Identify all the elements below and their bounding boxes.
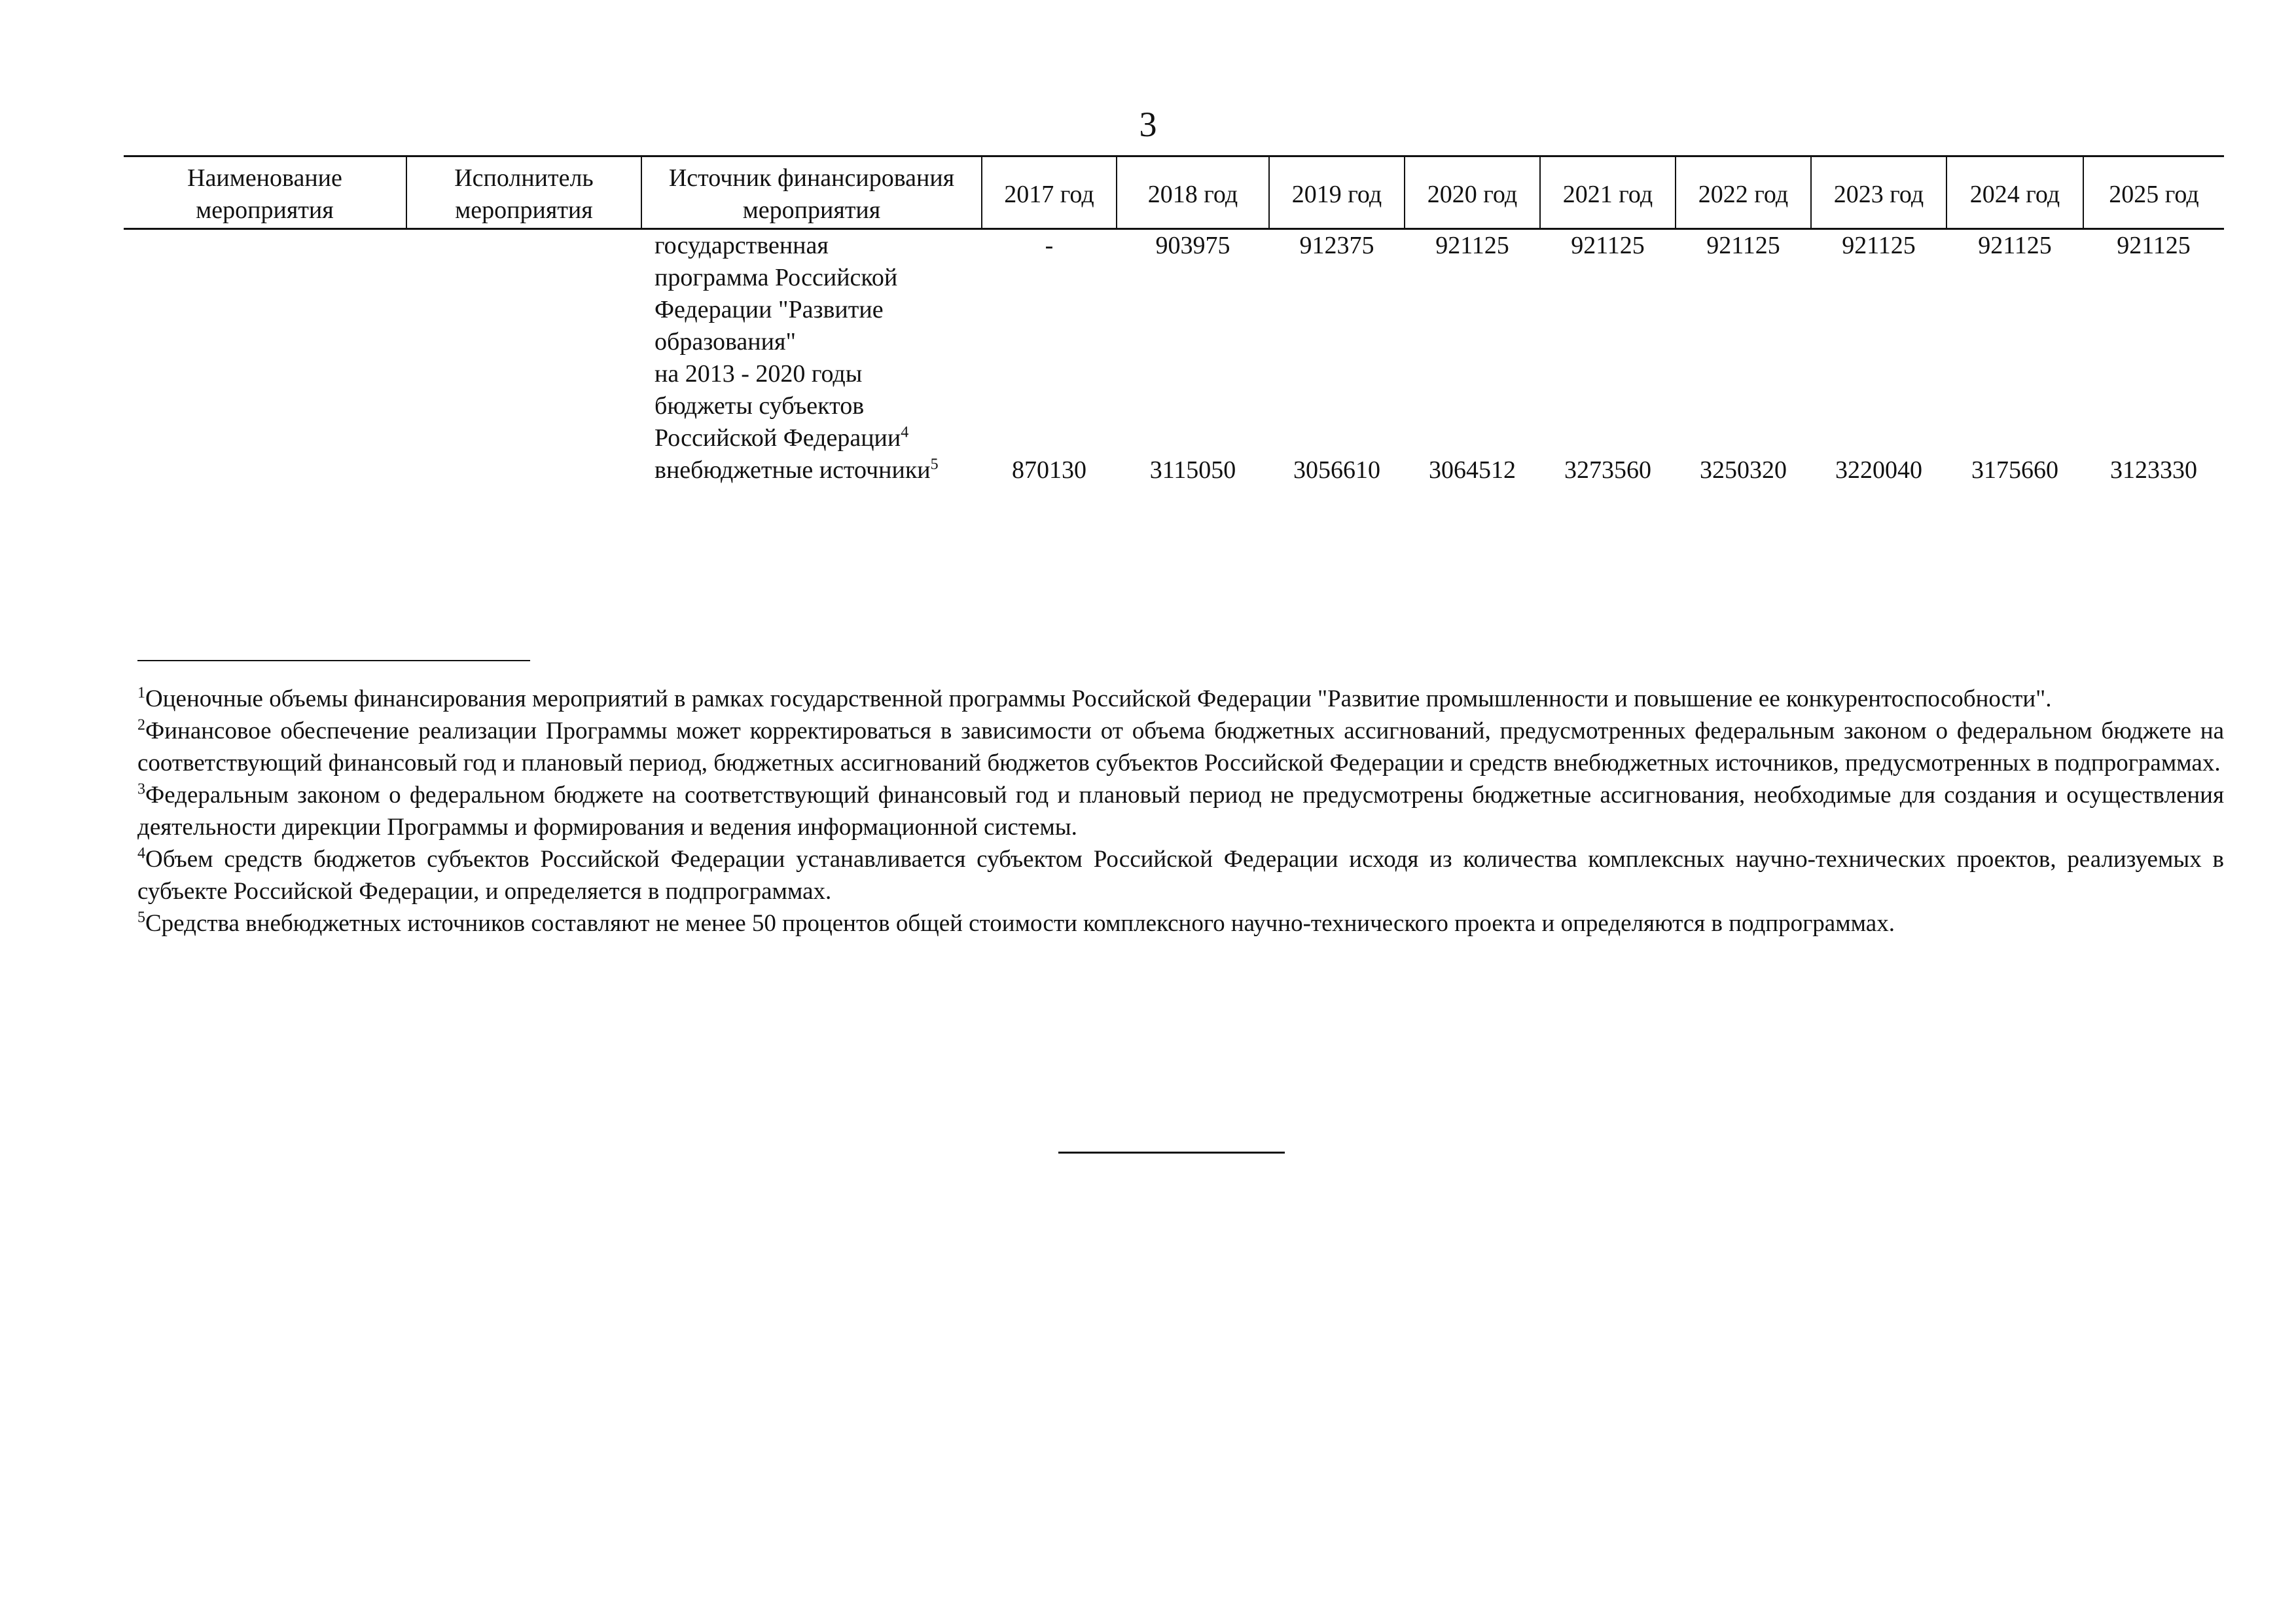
header-year-2021: 2021 год bbox=[1540, 156, 1676, 229]
activity-name-cell bbox=[124, 454, 406, 486]
value-cell-2019 bbox=[1269, 390, 1405, 454]
value-cell-2017: - bbox=[1045, 232, 1054, 259]
value-cell-2020 bbox=[1405, 390, 1540, 454]
header-activity-name: Наименование мероприятия bbox=[124, 156, 406, 229]
value-cell-2021 bbox=[1540, 390, 1676, 454]
financing-table bbox=[124, 155, 2224, 486]
source-line: Федерации "Развитие bbox=[655, 296, 884, 323]
activity-name-cell bbox=[124, 390, 406, 454]
value-cell-2018: 3115050 bbox=[1149, 456, 1236, 484]
header-year-2024: 2024 год bbox=[1946, 156, 2083, 229]
footnote-marker: 1 bbox=[137, 684, 145, 702]
document-end-rule bbox=[1058, 1152, 1285, 1154]
footnote-5 bbox=[137, 907, 2224, 939]
value-cell-2023 bbox=[1811, 390, 1946, 454]
funding-source-cell bbox=[641, 390, 982, 454]
source-line: государственная bbox=[655, 232, 829, 259]
funding-source-cell bbox=[641, 229, 982, 391]
footnote-3 bbox=[137, 779, 2224, 843]
header-year-2020: 2020 год bbox=[1405, 156, 1540, 229]
table-row bbox=[124, 390, 2224, 454]
value-cell-2021: 921125 bbox=[1571, 232, 1645, 259]
source-line: программа Российской bbox=[655, 264, 898, 291]
funding-source-cell bbox=[641, 454, 982, 486]
footnote-separator bbox=[137, 660, 530, 661]
value-cell-2018: 903975 bbox=[1155, 232, 1230, 259]
source-line: бюджеты субъектов bbox=[655, 392, 865, 420]
header-funding-source: Источник финансирования мероприятия bbox=[641, 156, 982, 229]
footnote-text: Средства внебюджетных источников составляют не менее 50 процентов общей стоимости комплексного научно-технического проекта и определяются в подпрограммах. bbox=[145, 910, 1895, 937]
value-cell-2020: 3064512 bbox=[1429, 456, 1516, 484]
footnote-ref: 5 bbox=[930, 456, 939, 473]
value-cell-2022 bbox=[1676, 390, 1811, 454]
footnote-1 bbox=[137, 683, 2224, 715]
footnote-text: Федеральным законом о федеральном бюджете на соответствующий финансовый год и плановый период не предусмотрены бюджетные ассигнования, необходимые для создания и осуществления деятельности дирекции Программы и формирования и ведения информационной системы. bbox=[137, 782, 2224, 841]
value-cell-2025: 3123330 bbox=[2110, 456, 2197, 484]
value-cell-2025: 921125 bbox=[2117, 232, 2191, 259]
header-year-2018: 2018 год bbox=[1117, 156, 1269, 229]
value-cell-2025 bbox=[2083, 390, 2224, 454]
footnote-marker: 5 bbox=[137, 909, 145, 926]
header-year-2017: 2017 год bbox=[982, 156, 1117, 229]
footnote-ref: 4 bbox=[901, 424, 909, 441]
value-cell-2019: 912375 bbox=[1299, 232, 1374, 259]
table-row bbox=[124, 454, 2224, 486]
page-number: 3 bbox=[1139, 105, 1157, 144]
value-cell-2021: 3273560 bbox=[1564, 456, 1651, 484]
header-year-2022: 2022 год bbox=[1676, 156, 1811, 229]
footnote-text: Объем средств бюджетов субъектов Российской Федерации устанавливается субъектом Российской Федерации исходя из количества комплексных научно-технических проектов, реализуемых в субъекте Российской Федерации, и определяется в подпрограммах. bbox=[137, 846, 2224, 905]
footnote-marker: 4 bbox=[137, 845, 145, 862]
header-year-2025: 2025 год bbox=[2083, 156, 2224, 229]
value-cell-2022: 3250320 bbox=[1700, 456, 1787, 484]
source-line-text: Российской Федерации bbox=[655, 424, 901, 452]
executor-cell bbox=[406, 229, 641, 391]
source-line: образования" bbox=[655, 328, 796, 356]
header-executor: Исполнитель мероприятия bbox=[406, 156, 641, 229]
value-cell-2024: 921125 bbox=[1978, 232, 2052, 259]
footnote-text: Оценочные объемы финансирования мероприятий в рамках государственной программы Российской Федерации "Развитие промышленности и повышение ее конкурентоспособности". bbox=[145, 685, 2052, 712]
value-cell-2020: 921125 bbox=[1435, 232, 1509, 259]
financing-table-container bbox=[124, 155, 2224, 486]
value-cell-2018 bbox=[1117, 390, 1269, 454]
value-cell-2023: 3220040 bbox=[1835, 456, 1922, 484]
value-cell-2019: 3056610 bbox=[1293, 456, 1380, 484]
executor-cell bbox=[406, 390, 641, 454]
source-line-with-footnote bbox=[655, 422, 978, 454]
executor-cell bbox=[406, 454, 641, 486]
footnotes bbox=[137, 683, 2224, 939]
value-cell-2024 bbox=[1946, 390, 2083, 454]
footnote-marker: 3 bbox=[137, 780, 145, 798]
activity-name-cell bbox=[124, 229, 406, 391]
table-header-row bbox=[124, 156, 2224, 229]
footnote-text: Финансовое обеспечение реализации Программы может корректироваться в зависимости от объема бюджетных ассигнований, предусмотренных федеральным законом о федеральном бюджете на соответствующий финансовый год и плановый период, бюджетных ассигнований бюджетов субъектов Российской Федерации и средств внебюджетных источников, предусмотренных в подпрограммах. bbox=[137, 718, 2224, 776]
table-row bbox=[124, 229, 2224, 391]
header-year-2023: 2023 год bbox=[1811, 156, 1946, 229]
value-cell-2024: 3175660 bbox=[1971, 456, 2058, 484]
value-cell-2017 bbox=[982, 390, 1117, 454]
header-year-2019: 2019 год bbox=[1269, 156, 1405, 229]
source-line-text: внебюджетные источники bbox=[655, 456, 931, 484]
value-cell-2017: 870130 bbox=[1012, 456, 1086, 484]
footnote-4 bbox=[137, 843, 2224, 907]
source-line: на 2013 - 2020 годы bbox=[655, 360, 863, 388]
value-cell-2023: 921125 bbox=[1842, 232, 1916, 259]
value-cell-2022: 921125 bbox=[1706, 232, 1780, 259]
source-line-with-footnote bbox=[655, 454, 978, 486]
footnote-marker: 2 bbox=[137, 716, 145, 734]
footnote-2 bbox=[137, 715, 2224, 779]
